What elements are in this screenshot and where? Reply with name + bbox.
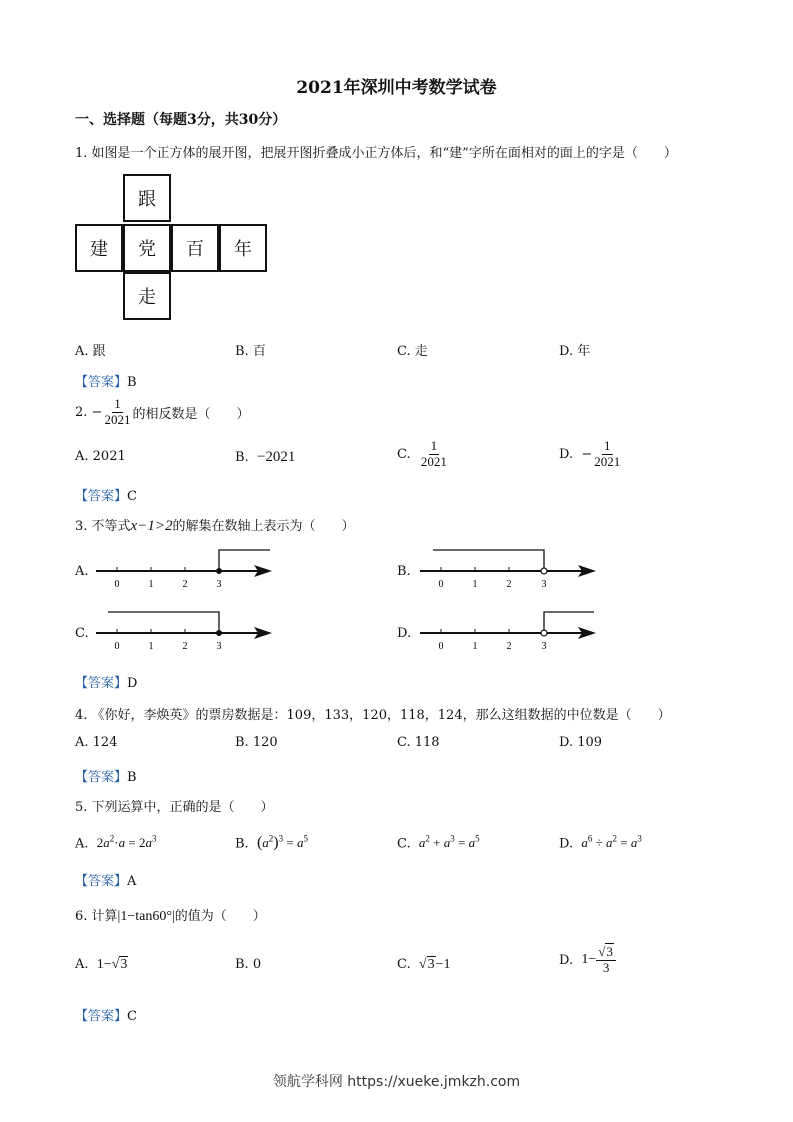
net-cell: 百 bbox=[171, 224, 219, 272]
q2-option-c: C. $\frac{1}{2021}$ bbox=[397, 438, 447, 469]
tick-label: 1 bbox=[472, 641, 478, 652]
q4-answer: 【答案】B bbox=[75, 770, 137, 785]
number-line-a bbox=[92, 545, 277, 595]
net-cell: 跟 bbox=[123, 174, 171, 222]
q3-label-d: D. bbox=[397, 626, 412, 641]
footer-watermark: 领航学科网 https://xueke.jmkzh.com bbox=[272, 1074, 521, 1090]
question-4-text: 4. 《你好，李焕英》的票房数据是：109，133，120，118，124，那么这组数据的中位数是（ ） bbox=[75, 708, 671, 723]
q3-answer: 【答案】D bbox=[75, 676, 138, 691]
q2-option-b: B. −2021 bbox=[235, 449, 296, 465]
question-3-text: 3. 不等式x−1>2的解集在数轴上表示为（ ） bbox=[75, 518, 355, 534]
tick-label: 2 bbox=[182, 579, 188, 590]
q2-answer: 【答案】C bbox=[75, 489, 137, 504]
number-line-c bbox=[92, 607, 277, 657]
tick-label: 1 bbox=[472, 579, 478, 590]
q4-option-d: D. 109 bbox=[559, 735, 603, 750]
tick-label: 0 bbox=[114, 579, 120, 590]
q6-option-c: C. √3−1 bbox=[397, 957, 451, 972]
q6-option-d: D. 1− $\frac{√3}{3}$ bbox=[559, 945, 616, 976]
tick-label: 1 bbox=[148, 579, 154, 590]
q1-option-d: D. 年 bbox=[559, 344, 591, 359]
q6-option-a: A. 1−√3 bbox=[75, 957, 128, 972]
q1-option-c: C. 走 bbox=[397, 344, 428, 359]
q2-fraction: $\frac{1}{2021}$ bbox=[104, 396, 131, 427]
tick-label: 3 bbox=[216, 579, 222, 590]
q3-label-a: A. bbox=[75, 564, 89, 579]
tick-label: 2 bbox=[506, 579, 512, 590]
page-title: 2021年深圳中考数学试卷 bbox=[296, 78, 497, 98]
question-6-text: 6. 计算|1−tan60°|的值为（ ） bbox=[75, 909, 266, 924]
q3-label-c: C. bbox=[75, 626, 89, 641]
tick-label: 0 bbox=[438, 579, 444, 590]
q2-option-a: A. 2021 bbox=[75, 449, 126, 464]
tick-label: 2 bbox=[182, 641, 188, 652]
question-1-text: 1. 如图是一个正方体的展开图，把展开图折叠成小正方体后，和“建”字所在面相对的面上的字是（ ） bbox=[75, 146, 677, 161]
q5-option-a: A. $2a^2\cdot a = 2a^3$ bbox=[75, 834, 157, 852]
tick-label: 0 bbox=[438, 641, 444, 652]
question-2-text bbox=[75, 397, 249, 428]
net-cell: 党 bbox=[123, 224, 171, 272]
tick-label: 3 bbox=[541, 641, 547, 652]
q3-label-b: B. bbox=[397, 564, 411, 579]
q5-option-c: C. $a^2 + a^3 = a^5$ bbox=[397, 834, 480, 852]
tick-label: 3 bbox=[216, 641, 222, 652]
q6-option-b: B. 0 bbox=[235, 957, 262, 972]
tick-label: 1 bbox=[148, 641, 154, 652]
q5-option-b: B. $(a^2)^3 = a^5$ bbox=[235, 834, 308, 852]
tick-label: 3 bbox=[541, 579, 547, 590]
number-line-b bbox=[416, 545, 601, 595]
q1-option-b: B. 百 bbox=[235, 344, 266, 359]
net-cell: 建 bbox=[75, 224, 123, 272]
net-cell: 年 bbox=[219, 224, 267, 272]
tick-label: 0 bbox=[114, 641, 120, 652]
number-line-d bbox=[416, 607, 601, 657]
q4-option-c: C. 118 bbox=[397, 735, 440, 750]
q5-answer: 【答案】A bbox=[75, 874, 137, 889]
q2-prefix: 2. − bbox=[75, 404, 103, 420]
q2-option-d: D. − $\frac{1}{2021}$ bbox=[559, 438, 621, 469]
q4-option-a: A. 124 bbox=[75, 735, 118, 750]
section-heading: 一、选择题（每题3分，共30分） bbox=[75, 112, 287, 128]
question-5-text: 5. 下列运算中，正确的是（ ） bbox=[75, 800, 274, 815]
q1-answer: 【答案】B bbox=[75, 375, 137, 390]
q6-answer: 【答案】C bbox=[75, 1009, 137, 1024]
tick-label: 2 bbox=[506, 641, 512, 652]
q1-option-a: A. 跟 bbox=[75, 344, 106, 359]
net-cell: 走 bbox=[123, 272, 171, 320]
q2-suffix: 的相反数是（ ） bbox=[132, 406, 250, 422]
q4-option-b: B. 120 bbox=[235, 735, 278, 750]
q5-option-d: D. $a^6 \div a^2 = a^3$ bbox=[559, 834, 642, 852]
